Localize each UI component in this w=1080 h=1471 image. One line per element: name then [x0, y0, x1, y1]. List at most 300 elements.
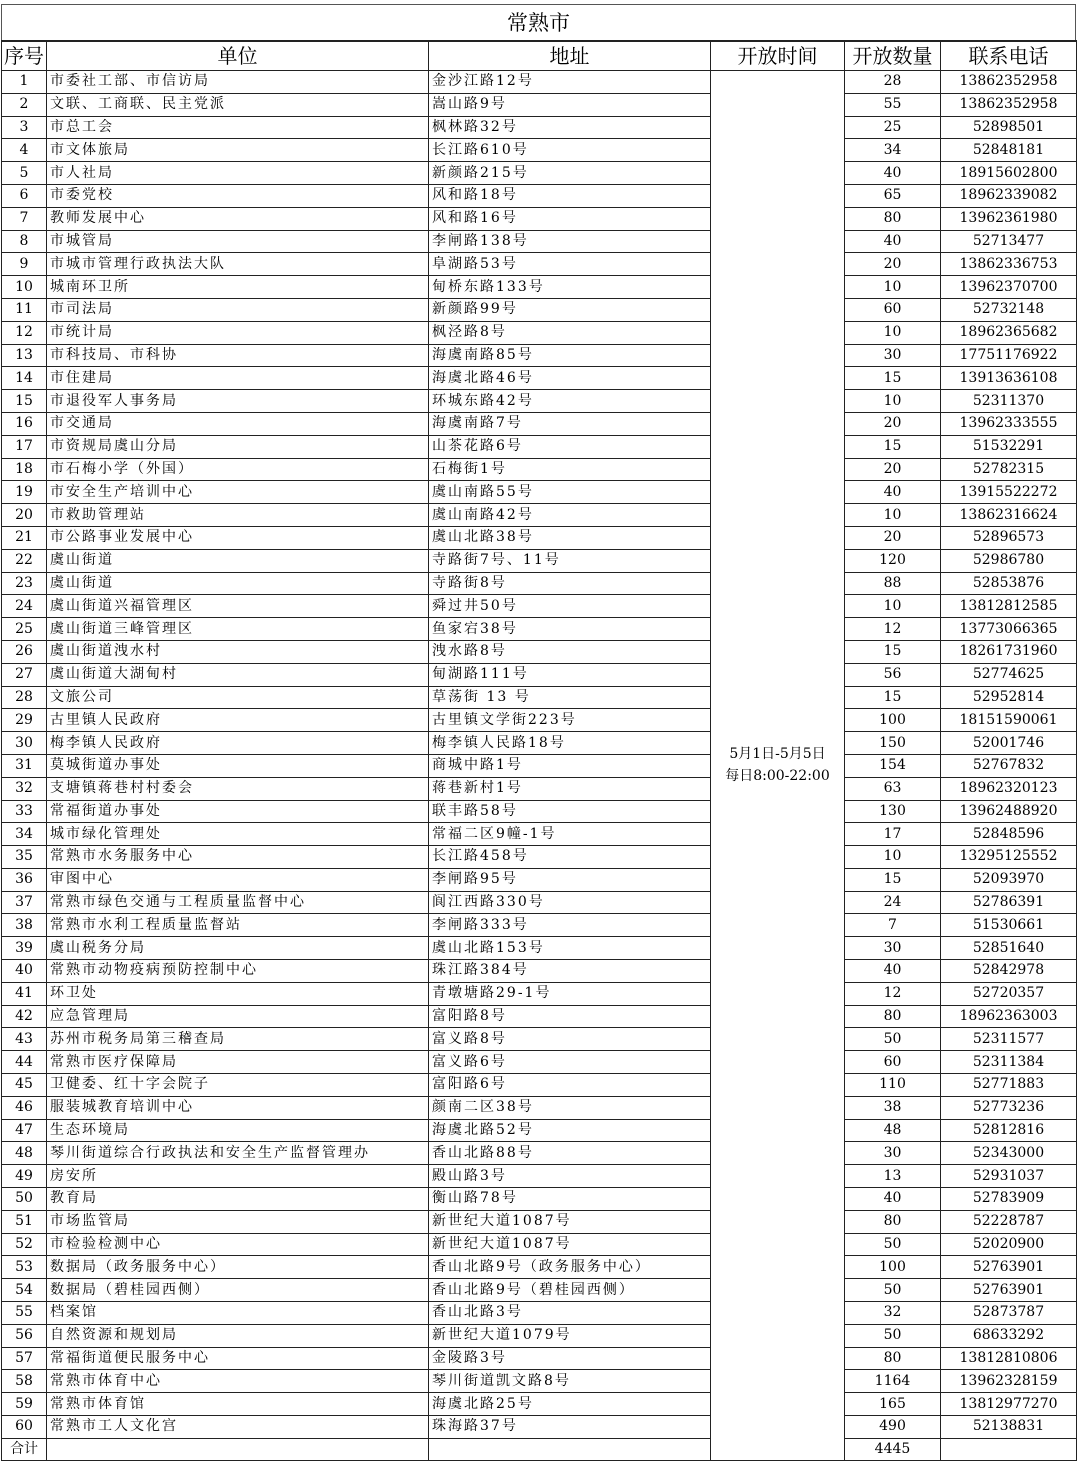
row-address: 青墩塘路29-1号 [429, 982, 711, 1005]
row-number: 23 [2, 572, 47, 595]
row-quantity: 15 [845, 367, 941, 390]
row-phone: 52774625 [941, 663, 1077, 686]
row-address: 商城中路1号 [429, 754, 711, 777]
row-phone: 52986780 [941, 549, 1077, 572]
row-phone: 52763901 [941, 1256, 1077, 1279]
table-row [2, 1142, 1077, 1165]
row-quantity: 56 [845, 663, 941, 686]
row-address: 寺路街7号、11号 [429, 549, 711, 572]
table-row [2, 891, 1077, 914]
row-unit: 市住建局 [47, 367, 429, 390]
row-number: 44 [2, 1051, 47, 1074]
row-quantity: 60 [845, 1051, 941, 1074]
row-number: 12 [2, 321, 47, 344]
row-unit: 常熟市水务服务中心 [47, 846, 429, 869]
row-address: 鱼家宕38号 [429, 618, 711, 641]
row-unit: 数据局（碧桂园西侧） [47, 1279, 429, 1302]
table-row [2, 1256, 1077, 1279]
row-phone: 52782315 [941, 458, 1077, 481]
row-address: 风和路16号 [429, 207, 711, 230]
row-number: 42 [2, 1005, 47, 1028]
row-unit: 生态环境局 [47, 1119, 429, 1142]
row-phone: 52848596 [941, 823, 1077, 846]
row-phone: 52851640 [941, 937, 1077, 960]
row-unit: 支塘镇蒋巷村村委会 [47, 777, 429, 800]
row-number: 19 [2, 481, 47, 504]
row-phone: 18261731960 [941, 640, 1077, 663]
table-row [2, 846, 1077, 869]
table-row [2, 116, 1077, 139]
row-unit: 市交通局 [47, 412, 429, 435]
table-row [2, 1119, 1077, 1142]
row-unit: 数据局（政务服务中心） [47, 1256, 429, 1279]
row-number: 11 [2, 298, 47, 321]
row-address: 新世纪大道1087号 [429, 1210, 711, 1233]
table-row [2, 162, 1077, 185]
table-row [2, 298, 1077, 321]
row-phone: 13862352958 [941, 93, 1077, 116]
row-quantity: 15 [845, 435, 941, 458]
row-number: 53 [2, 1256, 47, 1279]
row-address: 香山北路9号（政务服务中心） [429, 1256, 711, 1279]
row-phone: 52873787 [941, 1302, 1077, 1325]
row-unit: 常熟市水利工程质量监督站 [47, 914, 429, 937]
row-number: 49 [2, 1165, 47, 1188]
table-row [2, 1188, 1077, 1211]
table-row [2, 1233, 1077, 1256]
table-row [2, 1028, 1077, 1051]
row-address: 虞山北路38号 [429, 526, 711, 549]
row-unit: 市文体旅局 [47, 139, 429, 162]
total-empty-cell [941, 1438, 1077, 1460]
row-unit: 常熟市体育馆 [47, 1393, 429, 1416]
row-phone: 13812977270 [941, 1393, 1077, 1416]
row-address: 香山北路9号（碧桂园西侧） [429, 1279, 711, 1302]
row-number: 38 [2, 914, 47, 937]
row-number: 52 [2, 1233, 47, 1256]
parking-table [1, 40, 1077, 1461]
row-quantity: 48 [845, 1119, 941, 1142]
table-row [2, 777, 1077, 800]
total-row [2, 1438, 1077, 1460]
row-quantity: 10 [845, 846, 941, 869]
row-unit: 常熟市动物疫病预防控制中心 [47, 960, 429, 983]
row-phone: 13962328159 [941, 1370, 1077, 1393]
row-unit: 城南环卫所 [47, 276, 429, 299]
row-address: 富阳路8号 [429, 1005, 711, 1028]
row-phone: 52848181 [941, 139, 1077, 162]
row-address: 李闸路333号 [429, 914, 711, 937]
row-unit: 虞山街道兴福管理区 [47, 595, 429, 618]
row-phone: 51532291 [941, 435, 1077, 458]
row-quantity: 20 [845, 526, 941, 549]
header-phone: 联系电话 [941, 41, 1077, 71]
row-quantity: 50 [845, 1279, 941, 1302]
row-quantity: 40 [845, 230, 941, 253]
row-unit: 文旅公司 [47, 686, 429, 709]
table-row [2, 1051, 1077, 1074]
row-unit: 常熟市工人文化宫 [47, 1416, 429, 1439]
table-row [2, 732, 1077, 755]
row-address: 海虞北路52号 [429, 1119, 711, 1142]
row-address: 颜南二区38号 [429, 1096, 711, 1119]
row-phone: 52786391 [941, 891, 1077, 914]
row-unit: 卫健委、红十字会院子 [47, 1074, 429, 1097]
row-phone: 13962370700 [941, 276, 1077, 299]
table-row [2, 321, 1077, 344]
row-address: 山茶花路6号 [429, 435, 711, 458]
row-address: 衡山路78号 [429, 1188, 711, 1211]
row-phone: 52771883 [941, 1074, 1077, 1097]
table-row [2, 982, 1077, 1005]
row-number: 45 [2, 1074, 47, 1097]
header-quantity: 开放数量 [845, 41, 941, 71]
row-address: 蒋巷新村1号 [429, 777, 711, 800]
row-quantity: 120 [845, 549, 941, 572]
row-phone: 52898501 [941, 116, 1077, 139]
row-unit: 虞山街道 [47, 549, 429, 572]
row-phone: 52311577 [941, 1028, 1077, 1051]
table-row [2, 253, 1077, 276]
row-unit: 市统计局 [47, 321, 429, 344]
row-number: 15 [2, 390, 47, 413]
row-quantity: 50 [845, 1028, 941, 1051]
table-row [2, 754, 1077, 777]
row-quantity: 20 [845, 412, 941, 435]
row-number: 34 [2, 823, 47, 846]
row-number: 47 [2, 1119, 47, 1142]
row-number: 22 [2, 549, 47, 572]
row-quantity: 30 [845, 937, 941, 960]
table-row [2, 412, 1077, 435]
row-quantity: 15 [845, 868, 941, 891]
row-number: 25 [2, 618, 47, 641]
row-address: 甸桥东路133号 [429, 276, 711, 299]
row-address: 新世纪大道1087号 [429, 1233, 711, 1256]
row-number: 36 [2, 868, 47, 891]
row-quantity: 1164 [845, 1370, 941, 1393]
row-phone: 52783909 [941, 1188, 1077, 1211]
row-address: 甸湖路111号 [429, 663, 711, 686]
table-body [2, 71, 1077, 1461]
row-phone: 52001746 [941, 732, 1077, 755]
row-unit: 市司法局 [47, 298, 429, 321]
row-address: 珠江路384号 [429, 960, 711, 983]
table-row [2, 686, 1077, 709]
row-unit: 市救助管理站 [47, 504, 429, 527]
row-number: 28 [2, 686, 47, 709]
total-empty-cell [47, 1438, 429, 1460]
row-phone: 52931037 [941, 1165, 1077, 1188]
row-unit: 市石梅小学（外国） [47, 458, 429, 481]
row-unit: 市退役军人事务局 [47, 390, 429, 413]
row-address: 香山北路3号 [429, 1302, 711, 1325]
table-row [2, 390, 1077, 413]
row-address: 新世纪大道1079号 [429, 1324, 711, 1347]
row-address: 环城东路42号 [429, 390, 711, 413]
row-quantity: 38 [845, 1096, 941, 1119]
table-row [2, 914, 1077, 937]
row-quantity: 30 [845, 1142, 941, 1165]
parking-sheet [1, 4, 1077, 1461]
table-row [2, 960, 1077, 983]
table-row [2, 1279, 1077, 1302]
row-phone: 13913636108 [941, 367, 1077, 390]
row-number: 48 [2, 1142, 47, 1165]
table-row [2, 1302, 1077, 1325]
row-unit: 市资规局虞山分局 [47, 435, 429, 458]
row-phone: 18962320123 [941, 777, 1077, 800]
row-unit: 虞山税务分局 [47, 937, 429, 960]
row-number: 56 [2, 1324, 47, 1347]
table-row [2, 184, 1077, 207]
table-row [2, 1347, 1077, 1370]
row-phone: 68633292 [941, 1324, 1077, 1347]
table-row [2, 207, 1077, 230]
row-address: 李闸路138号 [429, 230, 711, 253]
row-address: 金沙江路12号 [429, 71, 711, 94]
row-quantity: 80 [845, 1210, 941, 1233]
row-number: 10 [2, 276, 47, 299]
row-unit: 应急管理局 [47, 1005, 429, 1028]
open-time-cell [711, 71, 845, 1461]
row-phone: 52812816 [941, 1119, 1077, 1142]
table-row [2, 1096, 1077, 1119]
row-phone: 18151590061 [941, 709, 1077, 732]
row-unit: 市总工会 [47, 116, 429, 139]
row-address: 海虞北路46号 [429, 367, 711, 390]
row-quantity: 80 [845, 1347, 941, 1370]
table-row [2, 526, 1077, 549]
row-quantity: 34 [845, 139, 941, 162]
header-row [2, 41, 1077, 71]
row-quantity: 40 [845, 481, 941, 504]
row-address: 梅李镇人民路18号 [429, 732, 711, 755]
row-unit: 服装城教育培训中心 [47, 1096, 429, 1119]
table-row [2, 458, 1077, 481]
row-quantity: 15 [845, 686, 941, 709]
row-address: 虞山北路153号 [429, 937, 711, 960]
row-unit: 教育局 [47, 1188, 429, 1211]
row-quantity: 165 [845, 1393, 941, 1416]
table-row [2, 1324, 1077, 1347]
row-address: 珠海路37号 [429, 1416, 711, 1439]
row-quantity: 10 [845, 321, 941, 344]
table-row [2, 868, 1077, 891]
row-number: 3 [2, 116, 47, 139]
row-quantity: 10 [845, 276, 941, 299]
row-address: 阜湖路53号 [429, 253, 711, 276]
table-row [2, 1165, 1077, 1188]
row-phone: 18915602800 [941, 162, 1077, 185]
row-number: 1 [2, 71, 47, 94]
row-number: 33 [2, 800, 47, 823]
table-row [2, 276, 1077, 299]
row-address: 嵩山路9号 [429, 93, 711, 116]
total-label: 合计 [2, 1438, 47, 1460]
row-unit: 常熟市医疗保障局 [47, 1051, 429, 1074]
row-address: 海虞北路25号 [429, 1393, 711, 1416]
row-number: 55 [2, 1302, 47, 1325]
row-phone: 52343000 [941, 1142, 1077, 1165]
row-number: 21 [2, 526, 47, 549]
row-number: 29 [2, 709, 47, 732]
row-number: 57 [2, 1347, 47, 1370]
row-unit: 市检验检测中心 [47, 1233, 429, 1256]
row-address: 枫泾路8号 [429, 321, 711, 344]
row-address: 富义路6号 [429, 1051, 711, 1074]
row-phone: 52138831 [941, 1416, 1077, 1439]
table-row [2, 618, 1077, 641]
row-phone: 13862336753 [941, 253, 1077, 276]
row-quantity: 63 [845, 777, 941, 800]
table-row [2, 230, 1077, 253]
row-quantity: 490 [845, 1416, 941, 1439]
row-quantity: 50 [845, 1233, 941, 1256]
row-number: 2 [2, 93, 47, 116]
table-row [2, 367, 1077, 390]
row-unit: 市城市管理行政执法大队 [47, 253, 429, 276]
row-phone: 13862352958 [941, 71, 1077, 94]
row-number: 26 [2, 640, 47, 663]
row-phone: 13812810806 [941, 1347, 1077, 1370]
row-address: 虞山南路42号 [429, 504, 711, 527]
row-address: 舜过井50号 [429, 595, 711, 618]
row-quantity: 32 [845, 1302, 941, 1325]
row-unit: 古里镇人民政府 [47, 709, 429, 732]
row-unit: 市城管局 [47, 230, 429, 253]
row-unit: 市科技局、市科协 [47, 344, 429, 367]
table-row [2, 93, 1077, 116]
row-address: 富义路8号 [429, 1028, 711, 1051]
row-quantity: 13 [845, 1165, 941, 1188]
row-quantity: 130 [845, 800, 941, 823]
row-address: 古里镇文学街223号 [429, 709, 711, 732]
row-unit: 教师发展中心 [47, 207, 429, 230]
row-quantity: 20 [845, 458, 941, 481]
row-address: 阆江西路330号 [429, 891, 711, 914]
row-quantity: 28 [845, 71, 941, 94]
row-phone: 52763901 [941, 1279, 1077, 1302]
row-number: 32 [2, 777, 47, 800]
row-address: 海虞南路85号 [429, 344, 711, 367]
row-phone: 52311384 [941, 1051, 1077, 1074]
row-unit: 市安全生产培训中心 [47, 481, 429, 504]
row-unit: 虞山街道大湖甸村 [47, 663, 429, 686]
row-quantity: 80 [845, 1005, 941, 1028]
row-quantity: 24 [845, 891, 941, 914]
row-quantity: 10 [845, 595, 941, 618]
row-phone: 52952814 [941, 686, 1077, 709]
row-number: 5 [2, 162, 47, 185]
row-number: 20 [2, 504, 47, 527]
row-number: 60 [2, 1416, 47, 1439]
row-phone: 18962363003 [941, 1005, 1077, 1028]
row-address: 新颜路215号 [429, 162, 711, 185]
row-quantity: 40 [845, 960, 941, 983]
row-number: 40 [2, 960, 47, 983]
header-unit: 单位 [47, 41, 429, 71]
row-address: 琴川街道凯文路8号 [429, 1370, 711, 1393]
row-quantity: 10 [845, 390, 941, 413]
row-quantity: 65 [845, 184, 941, 207]
row-unit: 常福街道便民服务中心 [47, 1347, 429, 1370]
table-row [2, 1005, 1077, 1028]
row-number: 6 [2, 184, 47, 207]
table-row [2, 709, 1077, 732]
row-phone: 51530661 [941, 914, 1077, 937]
row-phone: 17751176922 [941, 344, 1077, 367]
row-unit: 城市绿化管理处 [47, 823, 429, 846]
table-row [2, 1370, 1077, 1393]
row-quantity: 50 [845, 1324, 941, 1347]
row-phone: 52093970 [941, 868, 1077, 891]
row-quantity: 10 [845, 504, 941, 527]
table-row [2, 504, 1077, 527]
row-quantity: 55 [845, 93, 941, 116]
row-number: 18 [2, 458, 47, 481]
header-no: 序号 [2, 41, 47, 71]
row-unit: 琴川街道综合行政执法和安全生产监督管理办 [47, 1142, 429, 1165]
row-quantity: 60 [845, 298, 941, 321]
row-unit: 自然资源和规划局 [47, 1324, 429, 1347]
row-number: 51 [2, 1210, 47, 1233]
row-phone: 52842978 [941, 960, 1077, 983]
table-row [2, 435, 1077, 458]
row-phone: 13915522272 [941, 481, 1077, 504]
row-phone: 18962339082 [941, 184, 1077, 207]
table-row [2, 344, 1077, 367]
row-phone: 13962488920 [941, 800, 1077, 823]
row-number: 54 [2, 1279, 47, 1302]
row-address: 海虞南路7号 [429, 412, 711, 435]
row-unit: 市场监管局 [47, 1210, 429, 1233]
row-address: 风和路18号 [429, 184, 711, 207]
row-unit: 常熟市体育中心 [47, 1370, 429, 1393]
row-number: 4 [2, 139, 47, 162]
table-row [2, 1393, 1077, 1416]
row-address: 长江路610号 [429, 139, 711, 162]
row-unit: 市委社工部、市信访局 [47, 71, 429, 94]
row-unit: 莫城街道办事处 [47, 754, 429, 777]
row-number: 17 [2, 435, 47, 458]
row-number: 16 [2, 412, 47, 435]
row-phone: 52732148 [941, 298, 1077, 321]
row-quantity: 12 [845, 618, 941, 641]
sheet-title: 常熟市 [1, 4, 1076, 40]
table-row [2, 595, 1077, 618]
table-row [2, 139, 1077, 162]
row-number: 13 [2, 344, 47, 367]
row-phone: 18962365682 [941, 321, 1077, 344]
row-address: 虞山南路55号 [429, 481, 711, 504]
row-address: 洩水路8号 [429, 640, 711, 663]
row-number: 59 [2, 1393, 47, 1416]
row-quantity: 15 [845, 640, 941, 663]
table-row [2, 572, 1077, 595]
table-row [2, 640, 1077, 663]
row-phone: 52773236 [941, 1096, 1077, 1119]
row-number: 35 [2, 846, 47, 869]
row-unit: 常福街道办事处 [47, 800, 429, 823]
row-phone: 52713477 [941, 230, 1077, 253]
open-time-hours: 每日8:00-22:00 [725, 768, 830, 785]
row-number: 27 [2, 663, 47, 686]
row-unit: 虞山街道三峰管理区 [47, 618, 429, 641]
row-number: 43 [2, 1028, 47, 1051]
row-unit: 虞山街道洩水村 [47, 640, 429, 663]
row-quantity: 100 [845, 709, 941, 732]
